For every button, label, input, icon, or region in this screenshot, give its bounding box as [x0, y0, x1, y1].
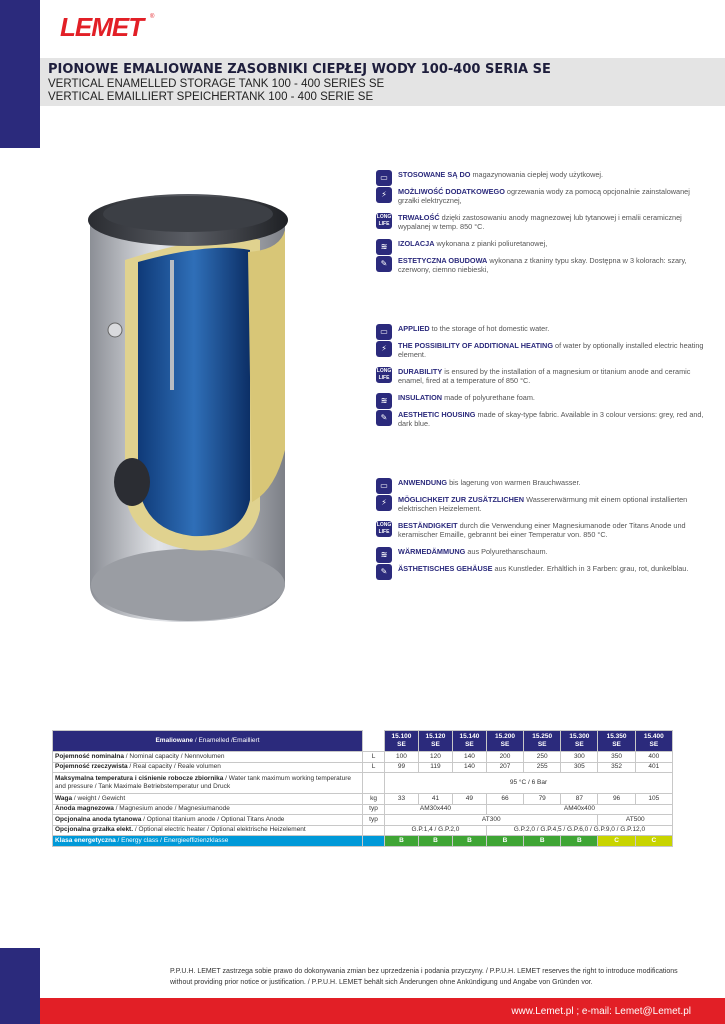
table-header-label: Emaliowane / Enamelled /Emailliert	[53, 731, 363, 752]
tank-icon: ▭	[376, 170, 392, 186]
flange-cover	[114, 458, 150, 506]
table-cell: G.P.2,0 / G.P.4,5 / G.P.6,0 / G.P.9,0 / G.P.12,0	[486, 825, 672, 836]
feature-label: AESTHETIC HOUSING	[398, 410, 476, 419]
table-cell: AM30x440	[385, 804, 487, 815]
feature-item	[376, 239, 706, 251]
feature-item	[376, 256, 706, 274]
table-cell: 350	[598, 752, 635, 763]
feature-item	[376, 213, 706, 231]
table-row	[53, 825, 673, 836]
feature-text: aus Polyurethanschaum.	[465, 547, 548, 556]
feature-text: wykonana z tkaniny typu skay. Dostępna w 3 kolorach: szary, czerwony, ciemno niebieski,	[398, 256, 687, 274]
energy-class-badge: B	[561, 836, 598, 847]
housing-icon: ✎	[376, 564, 392, 580]
energy-class-badge: C	[598, 836, 635, 847]
row-label: Opcjonalna grzałka elekt. / Optional electric heater / Optional elektrische Heizelement	[53, 825, 363, 836]
table-row	[53, 762, 673, 773]
specification-table	[52, 730, 673, 847]
table-row	[53, 752, 673, 763]
long-life-icon: LONG LIFE	[376, 214, 392, 227]
energy-class-badge: B	[486, 836, 523, 847]
row-label: Klasa energetyczna / Energy class / Energieeffizienzklasse	[53, 836, 363, 847]
feature-label: ESTETYCZNA OBUDOWA	[398, 256, 488, 265]
feature-item	[376, 547, 706, 559]
row-label: Anoda magnezowa / Magnesium anode / Magnesiumanode	[53, 804, 363, 815]
feature-text: made of skay-type fabric. Available in 3 colour versions: grey, red and, dark blue.	[398, 410, 704, 428]
feature-text: Wassererwärmung mit einem optional installierten elektrischen Heizelement.	[398, 495, 688, 513]
title-band	[40, 58, 725, 106]
feature-item	[376, 341, 706, 359]
feature-text: is ensured by the installation of a magnesium or titanium anode and ceramic enamel, fired at a temperature of 850 °C.	[398, 367, 691, 385]
model-header: 15.200 SE	[486, 731, 523, 752]
feature-text: to the storage of hot domestic water.	[429, 324, 550, 333]
contact-link[interactable]: www.Lemet.pl ; e-mail: Lemet@Lemet.pl	[511, 1006, 691, 1017]
table-cell: AT500	[598, 815, 673, 826]
row-unit	[363, 773, 385, 794]
anode-rod	[170, 260, 174, 390]
table-cell: 140	[452, 752, 486, 763]
feature-text: aus Kunstleder. Erhältlich in 3 Farben: grau, rot, dunkelblau.	[492, 564, 689, 573]
lemet-logo	[60, 12, 160, 42]
table-cell: 100	[385, 752, 419, 763]
features-polish	[376, 170, 706, 282]
tank-icon: ▭	[376, 478, 392, 494]
feature-item	[376, 478, 706, 490]
row-unit: L	[363, 762, 385, 773]
feature-item	[376, 495, 706, 513]
table-cell: 352	[598, 762, 635, 773]
table-row	[53, 804, 673, 815]
row-label: Pojemność nominalna / Nominal capacity / Nennvolumen	[53, 752, 363, 763]
logo-text: LEMET	[60, 12, 144, 42]
feature-label: ÄSTHETISCHES GEHÄUSE	[398, 564, 493, 573]
heating-icon: ⚡	[376, 187, 392, 203]
row-label: Opcjonalna anoda tytanowa / Optional titanium anode / Optional Titans Anode	[53, 815, 363, 826]
table-cell: G.P.1,4 / G.P.2,0	[385, 825, 487, 836]
table-cell: 96	[598, 794, 635, 805]
feature-label: MÖGLICHKEIT ZUR ZUSÄTZLICHEN	[398, 495, 525, 504]
energy-class-badge: B	[524, 836, 561, 847]
feature-item	[376, 170, 706, 182]
logo-registered-mark: ®	[150, 14, 155, 20]
feature-label: IZOLACJA	[398, 239, 435, 248]
left-accent-bar-top	[0, 0, 40, 148]
table-cell: 255	[524, 762, 561, 773]
housing-icon: ✎	[376, 256, 392, 272]
table-cell: 119	[418, 762, 452, 773]
feature-label: MOŻLIWOŚĆ DODATKOWEGO	[398, 187, 505, 196]
feature-item	[376, 393, 706, 405]
tank-icon: ▭	[376, 324, 392, 340]
feature-item	[376, 324, 706, 336]
feature-item	[376, 521, 706, 539]
table-row-energy-class	[53, 836, 673, 847]
heating-icon: ⚡	[376, 495, 392, 511]
model-header: 15.100 SE	[385, 731, 419, 752]
table-header-row	[53, 731, 673, 752]
model-header: 15.400 SE	[635, 731, 672, 752]
model-header: 15.250 SE	[524, 731, 561, 752]
feature-label: DURABILITY	[398, 367, 443, 376]
feature-label: ANWENDUNG	[398, 478, 448, 487]
row-unit	[363, 825, 385, 836]
model-header: 15.300 SE	[561, 731, 598, 752]
table-row	[53, 815, 673, 826]
table-cell: 105	[635, 794, 672, 805]
feature-text: dzięki zastosowaniu anody magnezowej lub tytanowej i emalii ceramicznej wypalanej w temp. 850 °C.	[398, 213, 682, 231]
feature-text: wykonana z pianki poliuretanowej,	[434, 239, 548, 248]
energy-class-badge: C	[635, 836, 672, 847]
table-row	[53, 773, 673, 794]
energy-class-badge: B	[385, 836, 419, 847]
insulation-icon: ≋	[376, 393, 392, 409]
model-header: 15.140 SE	[452, 731, 486, 752]
feature-text: bis lagerung von warmen Brauchwasser.	[447, 478, 581, 487]
feature-label: STOSOWANE SĄ DO	[398, 170, 471, 179]
table-row	[53, 794, 673, 805]
feature-label: TRWAŁOŚĆ	[398, 213, 440, 222]
feature-text: durch die Verwendung einer Magnesiumanode oder Titans Anode und keramischer Emaille, gebrannt bei einer Temperatur von. 850 °C.	[398, 521, 686, 539]
feature-label: THE POSSIBILITY OF ADDITIONAL HEATING	[398, 341, 553, 350]
table-cell: 33	[385, 794, 419, 805]
long-life-icon: LONG LIFE	[376, 522, 392, 535]
row-unit: typ	[363, 815, 385, 826]
table-cell: 140	[452, 762, 486, 773]
left-accent-bar-bottom	[0, 948, 40, 1024]
insulation-icon: ≋	[376, 239, 392, 255]
housing-icon: ✎	[376, 410, 392, 426]
table-cell: 49	[452, 794, 486, 805]
row-label: Waga / weight / Gewicht	[53, 794, 363, 805]
table-cell: 400	[635, 752, 672, 763]
table-cell: 401	[635, 762, 672, 773]
feature-label: APPLIED	[398, 324, 430, 333]
table-cell: 200	[486, 752, 523, 763]
tank-lid	[88, 194, 288, 246]
table-cell: 95 °C / 6 Bar	[385, 773, 673, 794]
long-life-icon: LONG LIFE	[376, 368, 392, 381]
feature-label: BESTÄNDIGKEIT	[398, 521, 458, 530]
table-cell: 41	[418, 794, 452, 805]
page-title: PIONOWE EMALIOWANE ZASOBNIKI CIEPŁEJ WODY 100-400 SERIA SE	[48, 62, 551, 77]
row-unit: typ	[363, 804, 385, 815]
insulation-icon: ≋	[376, 547, 392, 563]
page-subtitle-de: VERTICAL EMAILLIERT SPEICHERTANK 100 - 400 SERIE SE	[48, 91, 374, 103]
table-cell: 99	[385, 762, 419, 773]
model-header: 15.350 SE	[598, 731, 635, 752]
model-header: 15.120 SE	[418, 731, 452, 752]
feature-label: WÄRMEDÄMMUNG	[398, 547, 466, 556]
row-unit: kg	[363, 794, 385, 805]
disclaimer-note: P.P.U.H. LEMET zastrzega sobie prawo do dokonywania zmian bez uprzedzenia i podania przyczyny. / P.P.U.H. LEMET reserves the right to introduce modifications without providing prior notice or justification. / P.P.U.H. LEMET behält sich Änderungen ohne Ankündigung und Angabe von Gründen vor.	[170, 968, 678, 986]
feature-text: made of polyurethane foam.	[442, 393, 535, 402]
table-cell: 305	[561, 762, 598, 773]
table-cell: 120	[418, 752, 452, 763]
table-cell: 66	[486, 794, 523, 805]
feature-item	[376, 564, 706, 576]
energy-class-badge: B	[452, 836, 486, 847]
table-cell: 300	[561, 752, 598, 763]
feature-label: INSULATION	[398, 393, 443, 402]
table-cell: AT300	[385, 815, 598, 826]
feature-item	[376, 410, 706, 428]
feature-text: of water by optionally installed electric heating element.	[398, 341, 704, 359]
storage-tank-illustration	[70, 190, 370, 630]
heating-icon: ⚡	[376, 341, 392, 357]
table-cell: 79	[524, 794, 561, 805]
table-cell: 207	[486, 762, 523, 773]
feature-item	[376, 367, 706, 385]
feature-text: magazynowania ciepłej wody użytkowej.	[470, 170, 604, 179]
row-unit: L	[363, 752, 385, 763]
table-header-unit	[363, 731, 385, 752]
row-label: Maksymalna temperatura i ciśnienie robocze zbiornika / Water tank maximum working temperature and pressure / Tank Maximale Betriebstemperatur und Druck	[53, 773, 363, 794]
table-cell: AM40x400	[486, 804, 672, 815]
row-label: Pojemność rzeczywista / Real capacity / Reale volumen	[53, 762, 363, 773]
table-cell: 87	[561, 794, 598, 805]
feature-text: ogrzewania wody za pomocą opcjonalnie zainstalowanej grzałki elektrycznej,	[398, 187, 690, 205]
page-subtitle-en: VERTICAL ENAMELLED STORAGE TANK 100 - 400 SERIES SE	[48, 78, 385, 90]
features-english	[376, 324, 706, 436]
row-unit	[363, 836, 385, 847]
table-cell: 250	[524, 752, 561, 763]
thermometer-gauge	[108, 323, 122, 337]
feature-item	[376, 187, 706, 205]
features-german	[376, 478, 706, 581]
energy-class-badge: B	[418, 836, 452, 847]
